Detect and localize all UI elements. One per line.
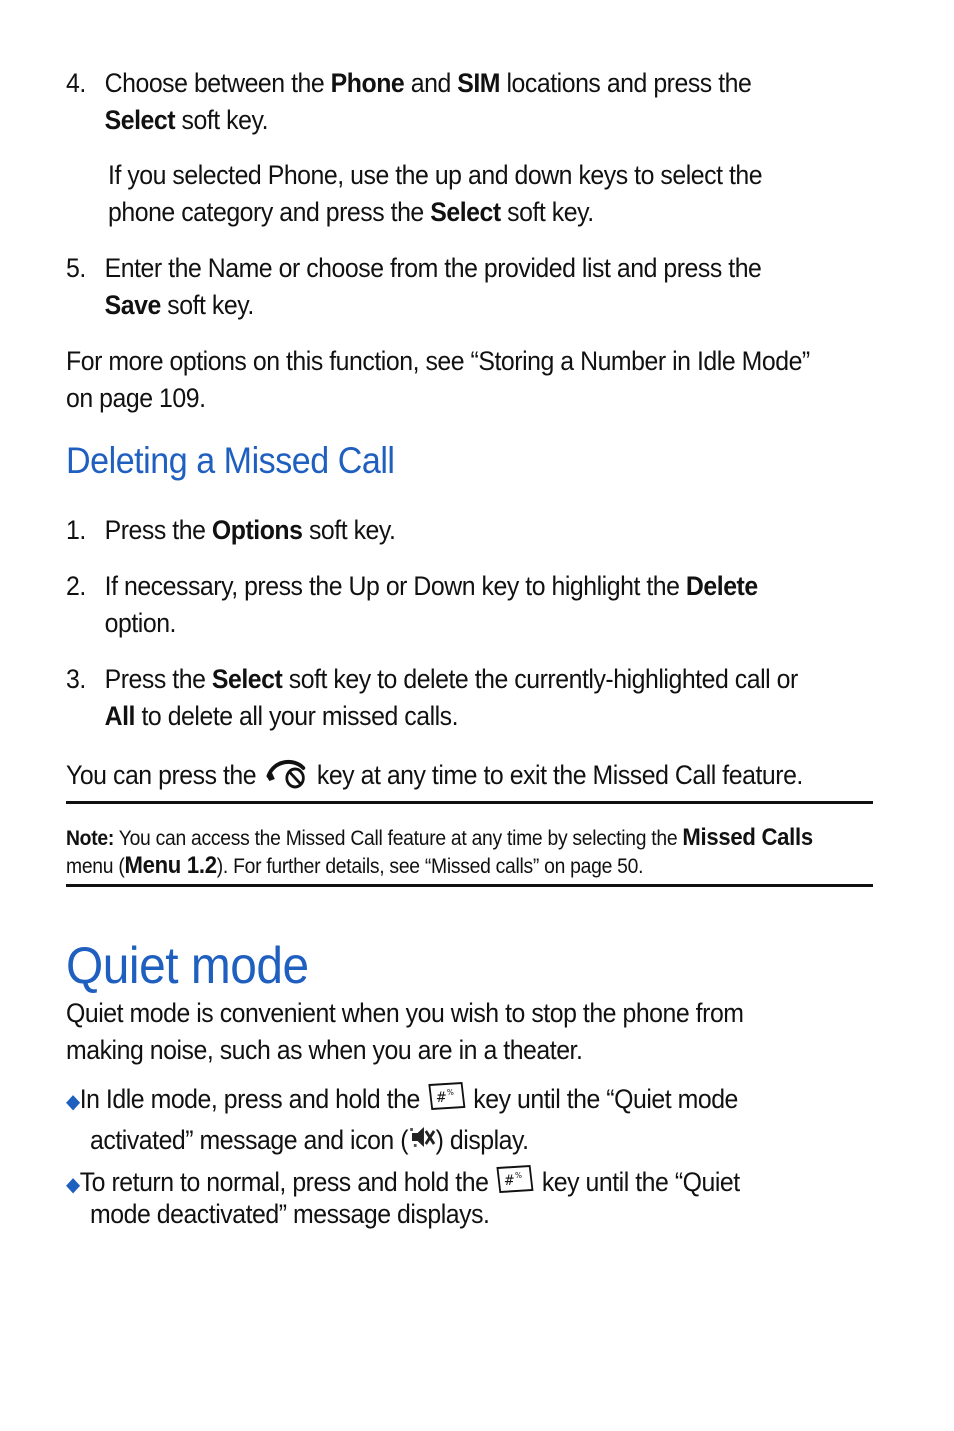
step-5: 5. Enter the Name or choose from the provided list and press the Save soft key.	[66, 250, 830, 324]
step-number: 1.	[66, 515, 86, 545]
delete-step-2: 2. If necessary, press the Up or Down key to highlight the Delete option.	[66, 568, 830, 642]
quiet-bullet-1-continued: activated” message and icon ( ) display.	[90, 1122, 817, 1162]
end-call-key-icon	[263, 754, 311, 800]
note-top-rule	[66, 801, 873, 804]
delete-step-3: 3. Press the Select soft key to delete the currently-highlighted call or All to delete all your missed calls.	[66, 661, 830, 735]
svg-text:%: %	[515, 1170, 522, 1181]
section-heading-deleting-missed-call: Deleting a Missed Call	[66, 440, 395, 481]
hash-key-icon	[426, 1081, 466, 1121]
svg-text:%: %	[446, 1087, 454, 1098]
quiet-mode-intro: Quiet mode is convenient when you wish to stop the phone from making noise, such as when you are in a theater.	[66, 998, 744, 1065]
note-box: Note: You can access the Missed Call feature at any time by selecting the Missed Calls menu (Menu 1.2). For further details, see “Missed calls” on page 50.	[66, 824, 813, 879]
more-options-paragraph: For more options on this function, see “Storing a Number in Idle Mode” on page 109.	[66, 346, 810, 413]
diamond-bullet-icon: ◆	[66, 1174, 80, 1197]
step-number: 4.	[66, 68, 86, 98]
svg-text:#: #	[504, 1173, 515, 1190]
step-number: 5.	[66, 253, 86, 283]
step-4: 4. Choose between the Phone and SIM locations and press the Select soft key.	[66, 65, 830, 139]
quiet-mode-icon	[408, 1122, 436, 1162]
quiet-bullet-1: ◆In Idle mode, press and hold the # % key until the “Quiet mode	[66, 1081, 876, 1121]
quiet-bullet-2: ◆To return to normal, press and hold the # % key until the “Quiet	[66, 1164, 876, 1204]
svg-text:#: #	[435, 1090, 446, 1107]
exit-missed-call-line: You can press the key at any time to exit the Missed Call feature.	[66, 754, 876, 800]
quiet-bullet-2-continued: mode deactivated” message displays.	[90, 1199, 490, 1229]
section-heading-quiet-mode: Quiet mode	[66, 937, 309, 995]
step-4-paragraph: If you selected Phone, use the up and down keys to select the phone category and press the Select soft key.	[108, 160, 763, 227]
step-number: 2.	[66, 571, 86, 601]
step-number: 3.	[66, 664, 86, 694]
note-bottom-rule	[66, 884, 873, 887]
diamond-bullet-icon: ◆	[66, 1091, 80, 1114]
delete-step-1: 1. Press the Options soft key.	[66, 512, 830, 549]
